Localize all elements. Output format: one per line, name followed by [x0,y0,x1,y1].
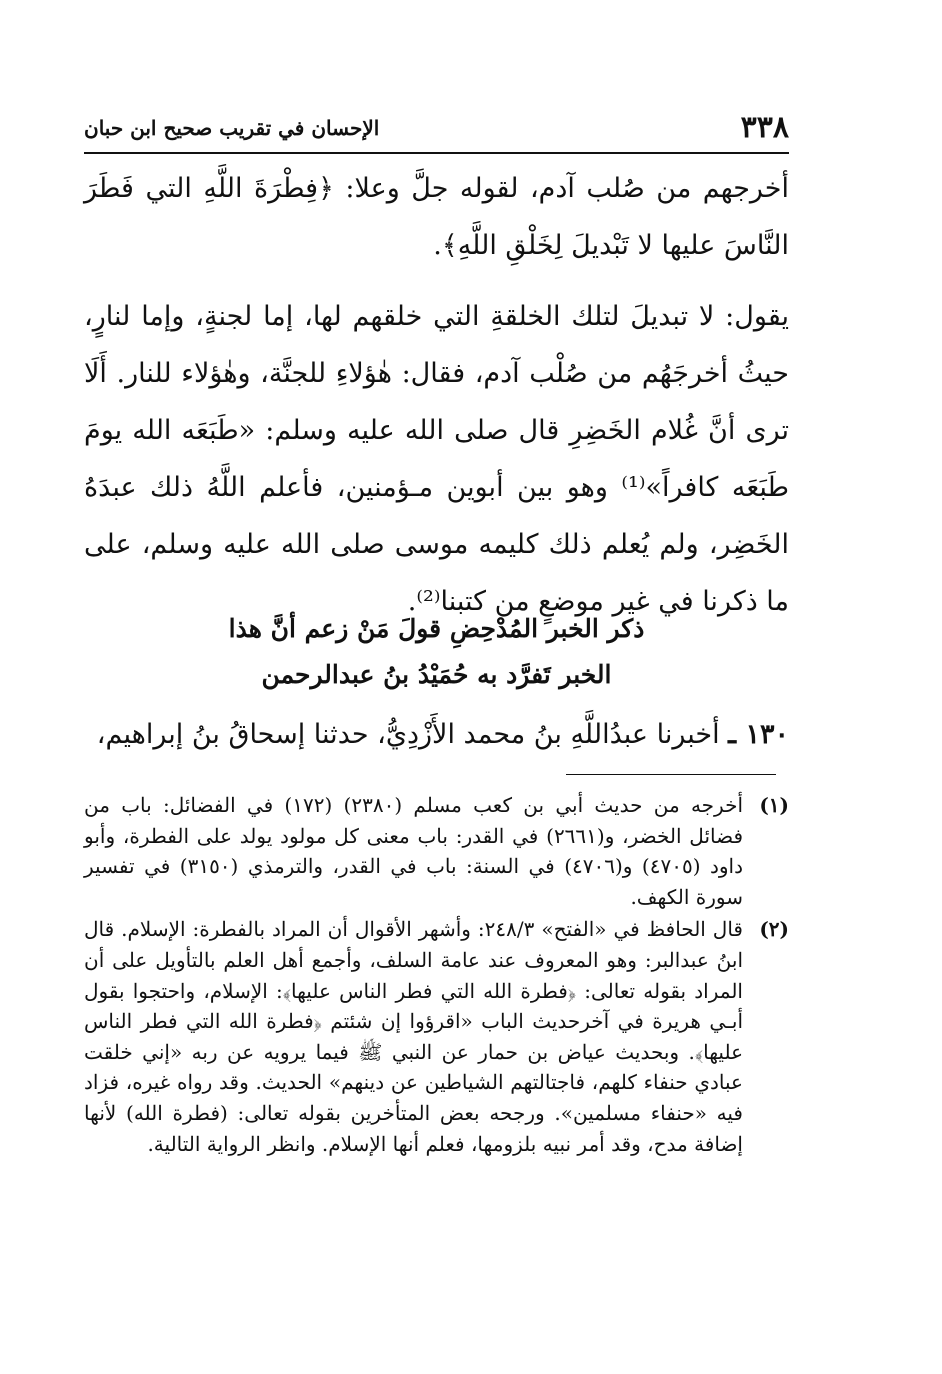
footnote [84,914,789,1159]
hadith-entry [84,706,789,763]
page-number: ٣٣٨ [740,110,789,145]
body-paragraph-1: أخرجهم من صُلب آدم، لقوله جلَّ وعلا: ﴿فِطْرَةَ اللَّهِ التي فَطَرَ النَّاسَ عليها لا تَبْديلَ لِخَلْقِ اللَّهِ﴾. [84,173,789,261]
footnote-separator [566,774,776,775]
heading-line-1: ذكر الخبر المُدْحِضِ قولَ مَنْ زعم أنَّ هذا [228,614,645,643]
section-heading [84,606,789,698]
running-head [84,108,789,148]
hadith-number: ١٣٠ ـ [728,719,789,750]
hadith-text: أخبرنا عبدُاللَّهِ بنُ محمد الأَزْدِيُّ، حدثنا إسحاقُ بنُ إبراهيم، [96,719,720,750]
heading-line-2: الخبر تَفرَّد به حُمَيْدُ بنُ عبدالرحمن [261,660,612,689]
footnote [84,790,789,912]
footnote-marker: (٢) [759,917,789,942]
book-title: الإحسان في تقريب صحيح ابن حبان [84,116,380,140]
footnote-text: قال الحافظ في «الفتح» ٢٤٨/٣: وأشهر الأقوال أن المراد بالفطرة: الإسلام. قال ابنُ عبدالبر: وهو المعروف عند عامة السلف، وأجمع أهل العلم بالتأويل على أن المراد بقوله تعالى: ﴿فطرة الله التي فطر الناس عليها﴾: الإسلام، واحتجوا بقول أبـي هريرة في آخرحديث الباب «اقرؤوا إن شئتم ﴿فطرة الله التي فطر الناس عليها﴾. وبحديث عياض بن حمار عن النبي ﷺ فيما يرويه عن ربه «إني خلقت عبادي حنفاء كلهم، فاجتالتهم الشياطين عن دينهم» الحديث. وقد رواه غيره، فزاد فيه «حنفاء مسلمين». ورجحه بعض المتأخرين بقوله تعالى: (فطرة الله) لأنها إضافة مدح، وقد أمر نبيه بلزومها، فعلم أنها الإسلام. وانظر الرواية التالية. [84,917,743,1156]
body-paragraph-2: يقول: لا تبديلَ لتلك الخلقةِ التي خلقهم لها، إما لجنةٍ، وإما لنارٍ، حيثُ أخرجَهُم من صُلْب آدم، فقال: هٰؤلاءِ للجنَّة، وهٰؤلاء للنار. أَلَا ترى أنَّ غُلام الخَضِرِ قال صلى الله عليه وسلم: «طَبَعَه الله يومَ طَبَعَه كافراً»⁽¹⁾ وهو بين أبوين مـؤمنين، فأعلم اللَّهُ ذلك عبدَهُ الخَضِر، ولم يُعلم ذلك كليمه موسى صلى الله عليه وسلم، على ما ذكرنا في غير موضعٍ من كتبنا⁽²⁾. [84,301,789,617]
footnote-marker: (١) [759,793,789,817]
footnotes [84,790,789,1159]
footnote-text: أخرجه من حديث أبي بن كعب مسلم (٢٣٨٠) (١٧٢) في الفضائل: باب من فضائل الخضر، و(٢٦٦١) في القدر: باب معنى كل مولود يولد على الفطرة، وأبو داود (٤٧٠٥) و(٤٧٠٦) في السنة: باب في القدر، والترمذي (٣١٥٠) في تفسير سورة الكهف. [84,793,744,909]
main-text [84,160,789,630]
header-rule [84,152,789,154]
